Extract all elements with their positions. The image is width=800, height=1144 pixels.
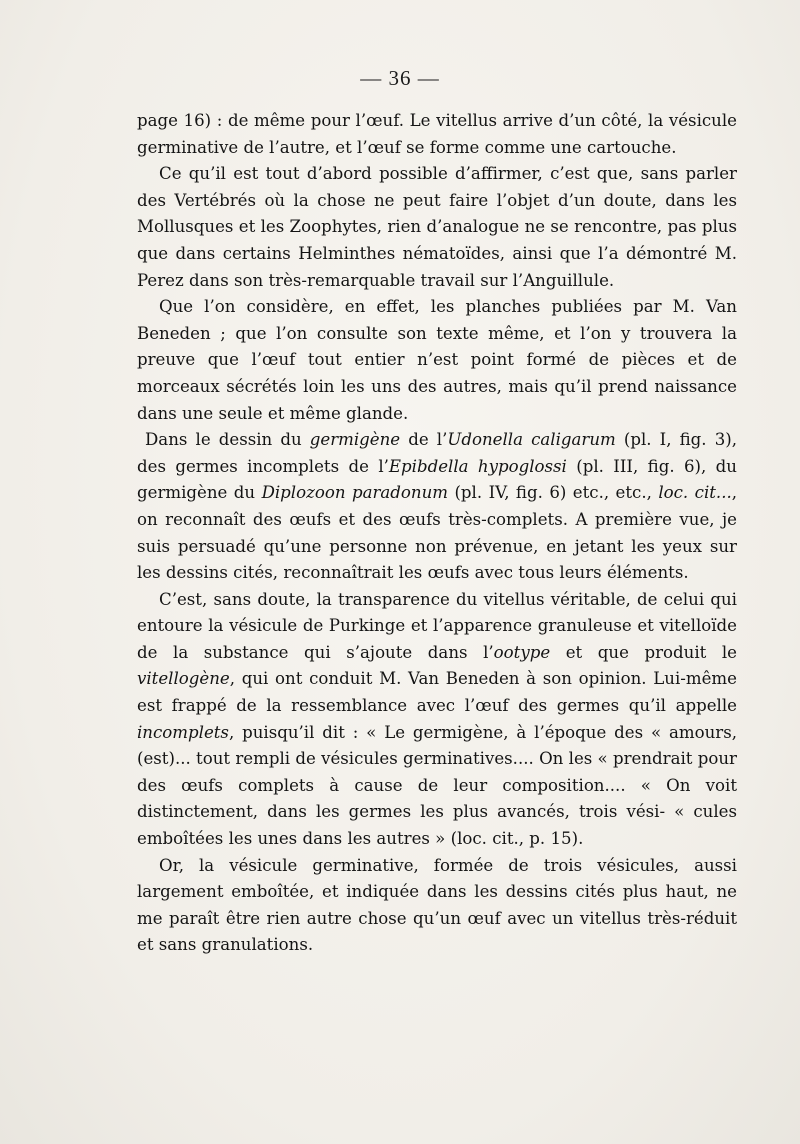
italic-term: Epibdella hypoglossi [388,456,567,476]
italic-term: loc. cit... [658,483,732,503]
text-run: Dans le dessin du [145,430,310,450]
text-run: , puisqu’il dit : « Le germigène, à l’époque des « amours, (est)... tout rempli de vésicules germinatives.... On les « prendrait pour des œufs complets à cause de leur composition.... « On voit distinctement, dans les germes les plus avancés, trois vési- « cules emboîtées les unes dans les autres » (loc. cit., p. 15). [137,722,737,849]
text-run: (pl. IV, fig. 6) etc., etc., [448,483,659,503]
paragraph-1: page 16) : de même pour l’œuf. Le vitellus arrive d’un côté, la vésicule germinative de l’autre, et l’œuf se forme comme une cartouche. [137,111,737,157]
italic-term: ootype [493,642,551,662]
paragraph-6: Or, la vésicule germinative, formée de trois vésicules, aussi largement emboîtée, et indiquée dans les dessins cités plus haut, ne me paraît être rien autre chose qu’un œuf avec un vitellus très-réduit et sans granulations. [137,855,737,955]
text-run: C’est, sans doute, la transparence du vitellus véritable, de celui qui entoure la vésicule de Purkinge et l’apparence granuleuse et vitelloïde de la substance qui s’ajoute dans l’ [137,589,737,662]
paragraph-3: Que l’on considère, en effet, les planches publiées par M. Van Beneden ; que l’on consulte son texte même, et l’on y trouvera la preuve que l’œuf tout entier n’est point formé de pièces et de morceaux sécrétés loin les uns des autres, mais qu’il prend naissance dans une seule et même glande. [137,297,737,423]
text-run: , qui ont conduit M. Van Beneden à son opinion. Lui-même est frappé de la ressemblance avec l’œuf des germes qu’il appelle [137,669,737,716]
paragraph-2: Ce qu’il est tout d’abord possible d’affirmer, c’est que, sans parler des Vertébrés où la chose ne peut faire l’objet d’un doute, dans les Mollusques et les Zoophytes, rien d’analogue ne se rencontre, pas plus que dans certains Helminthes nématoïdes, ainsi que l’a démontré M. Perez dans son très-remarquable travail sur l’Anguillule. [137,164,737,290]
body-text [137,108,737,959]
page-number: — 36 — [360,66,440,90]
text-run: , on reconnaît des œufs et des œufs très-complets. A première vue, je suis persuadé qu’une personne non prévenue, en jetant les yeux sur les dessins cités, reconnaîtrait les œufs avec tous leurs éléments. [137,483,738,583]
text-run: de l’ [400,430,448,450]
italic-term: incomplets [137,722,229,742]
italic-term: Udonella caligarum [447,430,616,450]
italic-term: germigène [309,430,401,450]
italic-term: vitellogène [137,669,230,689]
text-run: (pl. III, fig. 6), du germigène du [137,456,737,503]
italic-term: Diplozoon paradonum [261,483,449,503]
paragraph-5 [137,587,737,853]
text-run: et que produit le [550,642,737,662]
text-run: (pl. I, fig. 3), des germes incomplets de l’ [137,430,737,476]
paragraph-4 [137,427,737,587]
